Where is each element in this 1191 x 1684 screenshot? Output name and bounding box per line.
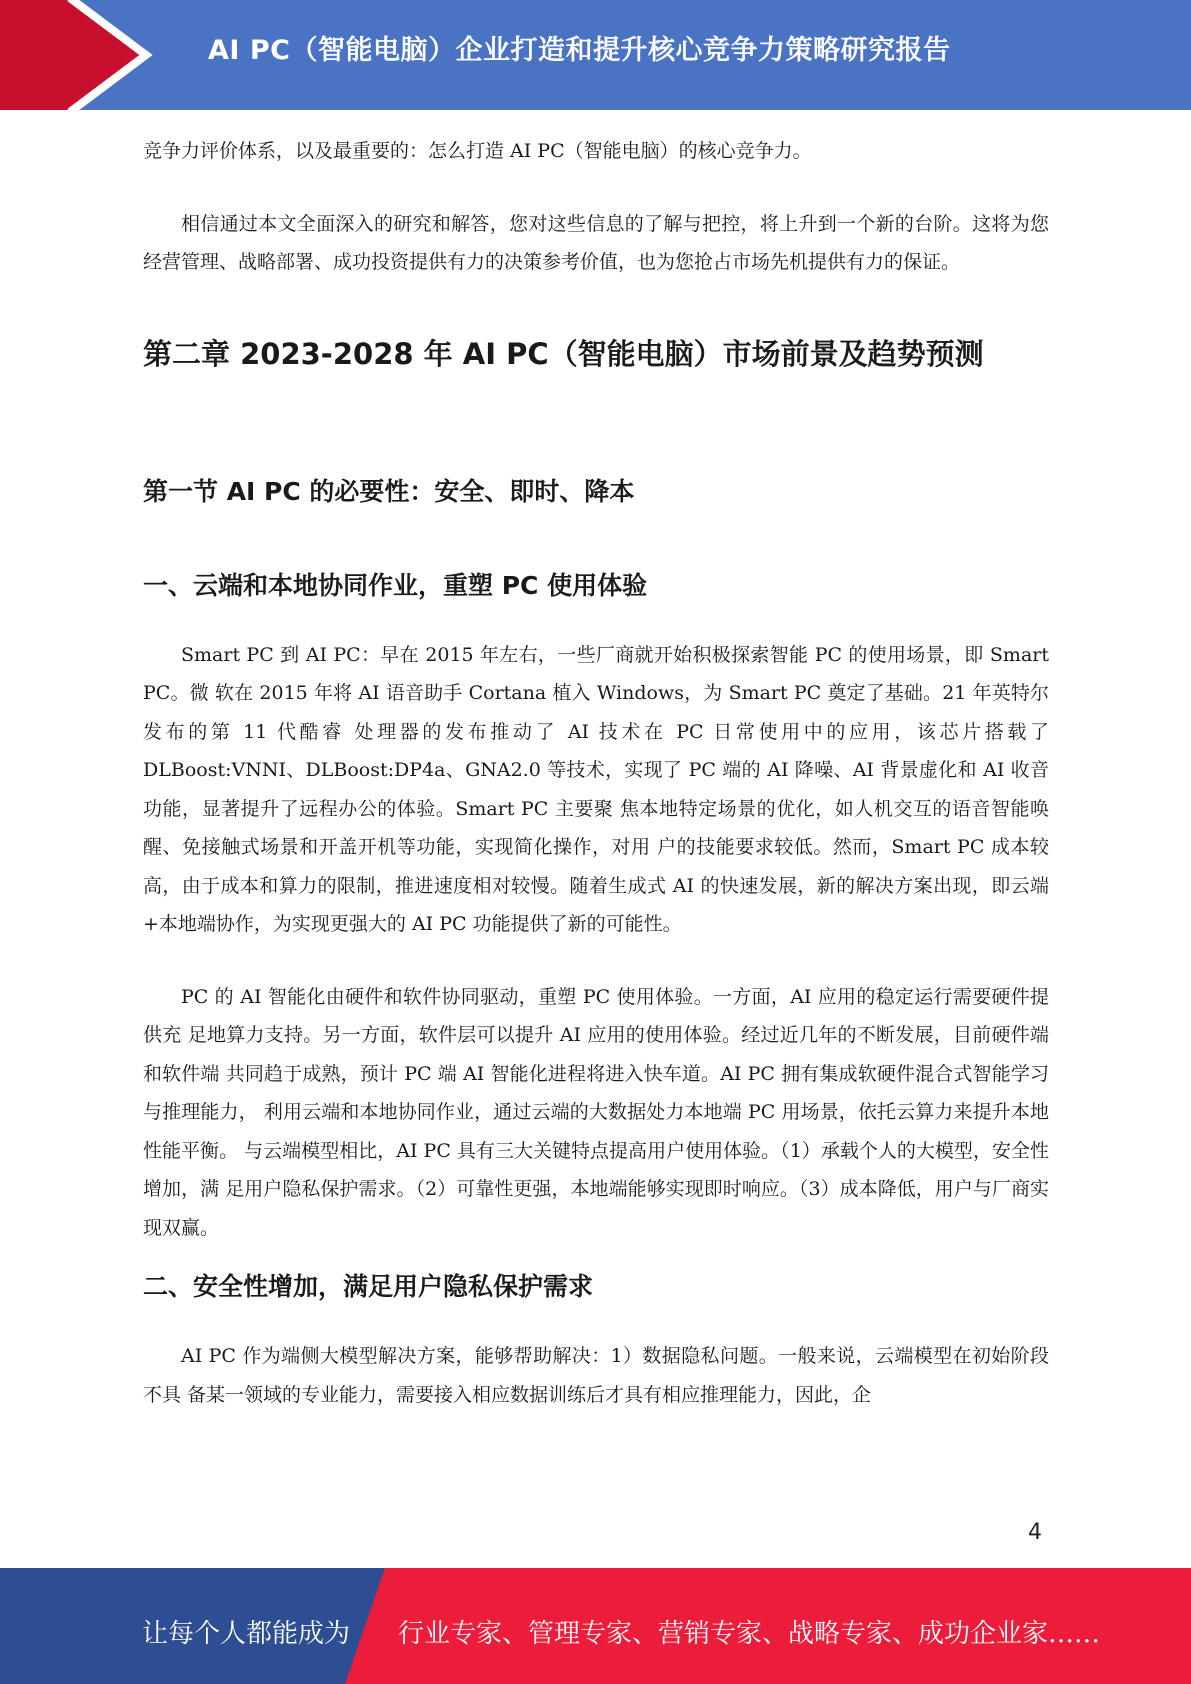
- paragraph-sub1-2: PC 的 AI 智能化由硬件和软件协同驱动，重塑 PC 使用体验。一方面，AI 应用的稳定运行需要硬件提供充 足地算力支持。另一方面，软件层可以提升 AI 应用的使用体验。经过近几年的不断发展，目前硬件端和软件端 共同趋于成熟，预计 PC 端 AI 智能化进程将进入快车道。AI PC 拥有集成软硬件混合式智能学习与推理能力， 利用云端和本地协同作业，通过云端的大数据处力本地端 PC 用场景，依托云算力来提升本地性能平衡。 与云端模型相比，AI PC 具有三大关键特点提高用户使用体验。（1）承载个人的大模型，安全性增加，满 足用户隐私保护需求。（2）可靠性更强，本地端能够实现即时响应。（3）成本降低，用户与厂商实现双赢。: [143, 985, 1049, 1239]
- page-number: 4: [1028, 1520, 1042, 1545]
- header-band: [0, 0, 1191, 110]
- page-content: [143, 132, 1049, 1414]
- footer-slogan-right: 行业专家、管理专家、营销专家、战略专家、成功企业家……: [398, 1619, 1101, 1649]
- footer-band: [0, 1568, 1191, 1684]
- paragraph-sub2-1: AI PC 作为端侧大模型解决方案，能够帮助解决：1）数据隐私问题。一般来说，云端模型在初始阶段不具 备某一领域的专业能力，需要接入相应数据训练后才具有相应推理能力，因此，企: [143, 1345, 1049, 1406]
- report-title: AI PC（智能电脑）企业打造和提升核心竞争力策略研究报告: [208, 35, 951, 66]
- section-title: 第一节 AI PC 的必要性：安全、即时、降本: [143, 476, 635, 506]
- paragraph-sub1-1: Smart PC 到 AI PC：早在 2015 年左右，一些厂商就开始积极探索智能 PC 的使用场景，即 Smart PC。微 软在 2015 年将 AI 语音助手 Cortana 植入 Windows，为 Smart PC 奠定了基础。21 年英特尔发布的第 11 代酷睿 处理器的发布推动了 AI 技术在 PC 日常使用中的应用，该芯片搭载了 DLBoost:VNNI、DLBoost:DP4a、GNA2.0 等技术，实现了 PC 端的 AI 降噪、AI 背景虚化和 AI 收音功能，显著提升了远程办公的体验。Smart PC 主要聚 焦本地特定场景的优化，如人机交互的语音智能唤醒、免接触式场景和开盖开机等功能，实现简化操作，对用 户的技能要求较低。然而，Smart PC 成本较高，由于成本和算力的限制，推进速度相对较慢。随着生成式 AI 的快速发展，新的解决方案出现，即云端+本地端协作，为实现更强大的 AI PC 功能提供了新的可能性。: [143, 643, 1049, 935]
- subsection-title-2: 二、安全性增加，满足用户隐私保护需求: [143, 1272, 594, 1301]
- footer-slogan-left: 让每个人都能成为: [142, 1619, 351, 1649]
- subsection-title-1: 一、云端和本地协同作业，重塑 PC 使用体验: [143, 570, 648, 600]
- header-arrow-icon: [0, 0, 160, 110]
- paragraph-intro-2: 相信通过本文全面深入的研究和解答，您对这些信息的了解与把控，将上升到一个新的台阶。这将为您经营管理、战略部署、成功投资提供有力的决策参考价值，也为您抢占市场先机提供有力的保证。: [143, 212, 1049, 273]
- paragraph-intro-tail: 竞争力评价体系，以及最重要的：怎么打造 AI PC（智能电脑）的核心竞争力。: [143, 140, 812, 162]
- chapter-title: 第二章 2023-2028 年 AI PC（智能电脑）市场前景及趋势预测: [143, 336, 984, 371]
